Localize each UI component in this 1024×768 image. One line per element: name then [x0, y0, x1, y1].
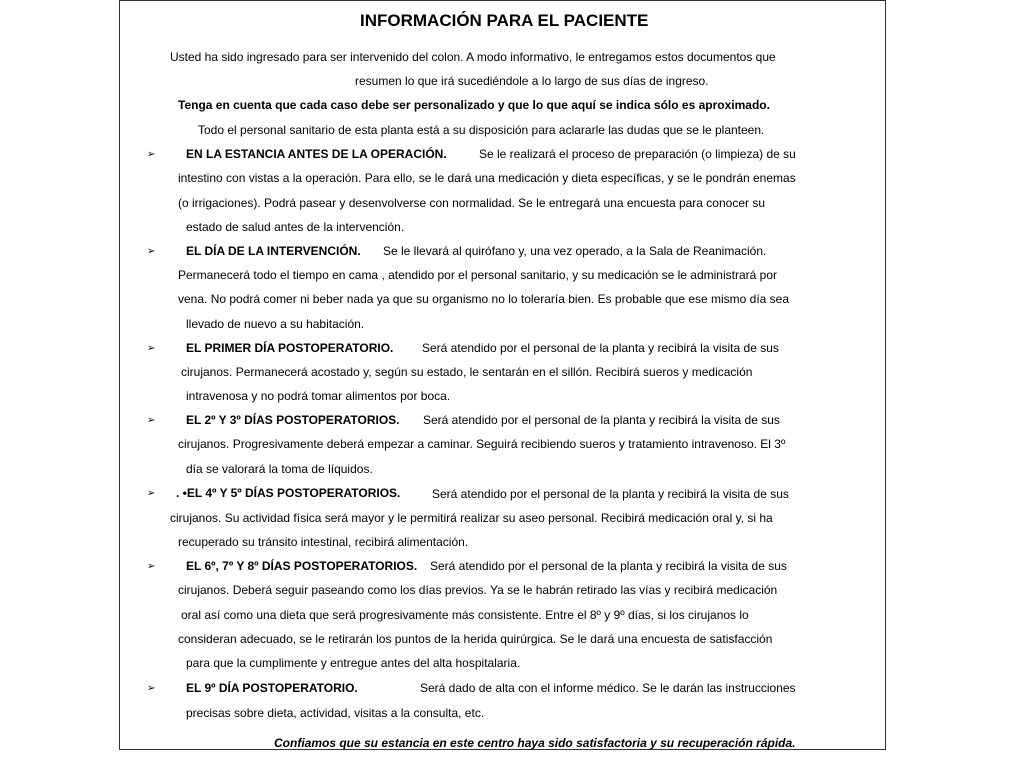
section-heading: EL DÍA DE LA INTERVENCIÓN. — [186, 244, 361, 258]
section-line: cirujanos. Deberá seguir paseando como los días previos. Ya se le habrán retirado las vías y recibirá medicación — [178, 583, 778, 597]
arrow-bullet-icon: ➢ — [147, 246, 156, 257]
section-line: intestino con vistas a la operación. Para ello, se le dará una medicación y dieta específicas, y se le pondrán enemas — [178, 171, 796, 185]
section-line: oral así como una dieta que será progresivamente más consistente. Entre el 8º y 9º días, si los cirujanos lo — [181, 608, 749, 622]
section-heading: EL 6º, 7º Y 8º DÍAS POSTOPERATORIOS. — [186, 559, 418, 573]
section-line: intravenosa y no podrá tomar alimentos por boca. — [186, 389, 451, 403]
closing-note: Confiamos que su estancia en este centro haya sido satisfactoria y su recuperación rápida. — [274, 736, 796, 750]
arrow-bullet-icon: ➢ — [147, 149, 156, 160]
section-line: cirujanos. Progresivamente deberá empezar a caminar. Seguirá recibiendo sueros y tratamiento intravenoso. El 3º — [178, 437, 786, 451]
section-heading: . •EL 4º Y 5º DÍAS POSTOPERATORIOS. — [176, 486, 401, 500]
section-heading: EL PRIMER DÍA POSTOPERATORIO. — [186, 341, 394, 355]
section-first-line: Será atendido por el personal de la planta y recibirá la visita de sus — [422, 341, 779, 355]
arrow-bullet-icon: ➢ — [147, 343, 156, 354]
section-line: cirujanos. Permanecerá acostado y, según su estado, le sentarán en el sillón. Recibirá sueros y medicación — [181, 365, 753, 379]
section-first-line: Se le realizará el proceso de preparación (o limpieza) de su — [479, 147, 796, 161]
section-line: día se valorará la toma de líquidos. — [186, 462, 373, 476]
section-line: estado de salud antes de la intervención. — [186, 220, 405, 234]
section-heading: EL 9º DÍA POSTOPERATORIO. — [186, 681, 358, 695]
arrow-bullet-icon: ➢ — [147, 683, 156, 694]
arrow-bullet-icon: ➢ — [147, 561, 156, 572]
section-first-line: Será atendido por el personal de la planta y recibirá la visita de sus — [423, 413, 780, 427]
section-heading: EL 2º Y 3º DÍAS POSTOPERATORIOS. — [186, 413, 400, 427]
section-line: vena. No podrá comer ni beber nada ya que su organismo no lo toleraría bien. Es probable que ese mismo día sea — [178, 292, 790, 306]
section-first-line: Será dado de alta con el informe médico. Se le darán las instrucciones — [420, 681, 796, 695]
section-first-line: Se le llevará al quirófano y, una vez operado, a la Sala de Reanimación. — [383, 244, 767, 258]
section-line: recuperado su tránsito intestinal, recibirá alimentación. — [178, 535, 469, 549]
section-line: llevado de nuevo a su habitación. — [186, 317, 365, 331]
section-line: precisas sobre dieta, actividad, visitas a la consulta, etc. — [186, 706, 485, 720]
section-line: para que la cumplimente y entregue antes del alta hospitalaria. — [186, 656, 521, 670]
page-title: INFORMACIÓN PARA EL PACIENTE — [360, 11, 649, 30]
section-heading: EN LA ESTANCIA ANTES DE LA OPERACIÓN. — [186, 147, 447, 161]
arrow-bullet-icon: ➢ — [147, 488, 156, 499]
intro-bold-note: Tenga en cuenta que cada caso debe ser personalizado y que lo que aquí se indica sólo es aproximado. — [178, 98, 770, 112]
intro-line-2: resumen lo que irá sucediéndole a lo largo de sus días de ingreso. — [355, 74, 709, 88]
intro-line-1: Usted ha sido ingresado para ser intervenido del colon. A modo informativo, le entregamos estos documentos que — [170, 50, 776, 64]
section-line: Permanecerá todo el tiempo en cama , atendido por el personal sanitario, y su medicación se le administrará por — [178, 268, 777, 282]
arrow-bullet-icon: ➢ — [147, 415, 156, 426]
section-line: (o irrigaciones). Podrá pasear y desenvolverse con normalidad. Se le entregará una encuesta para conocer su — [178, 196, 766, 210]
section-first-line: Será atendido por el personal de la planta y recibirá la visita de sus — [430, 559, 787, 573]
section-first-line: Será atendido por el personal de la planta y recibirá la visita de sus — [432, 487, 789, 501]
intro-line-3: Todo el personal sanitario de esta planta está a su disposición para aclararle las dudas que se le planteen. — [198, 123, 765, 137]
section-line: consideran adecuado, se le retirarán los puntos de la herida quirúrgica. Se le dará una encuesta de satisfacción — [178, 632, 773, 646]
section-line: cirujanos. Su actividad física será mayor y le permitirá realizar su aseo personal. Recibirá medicación oral y, si ha — [170, 511, 773, 525]
